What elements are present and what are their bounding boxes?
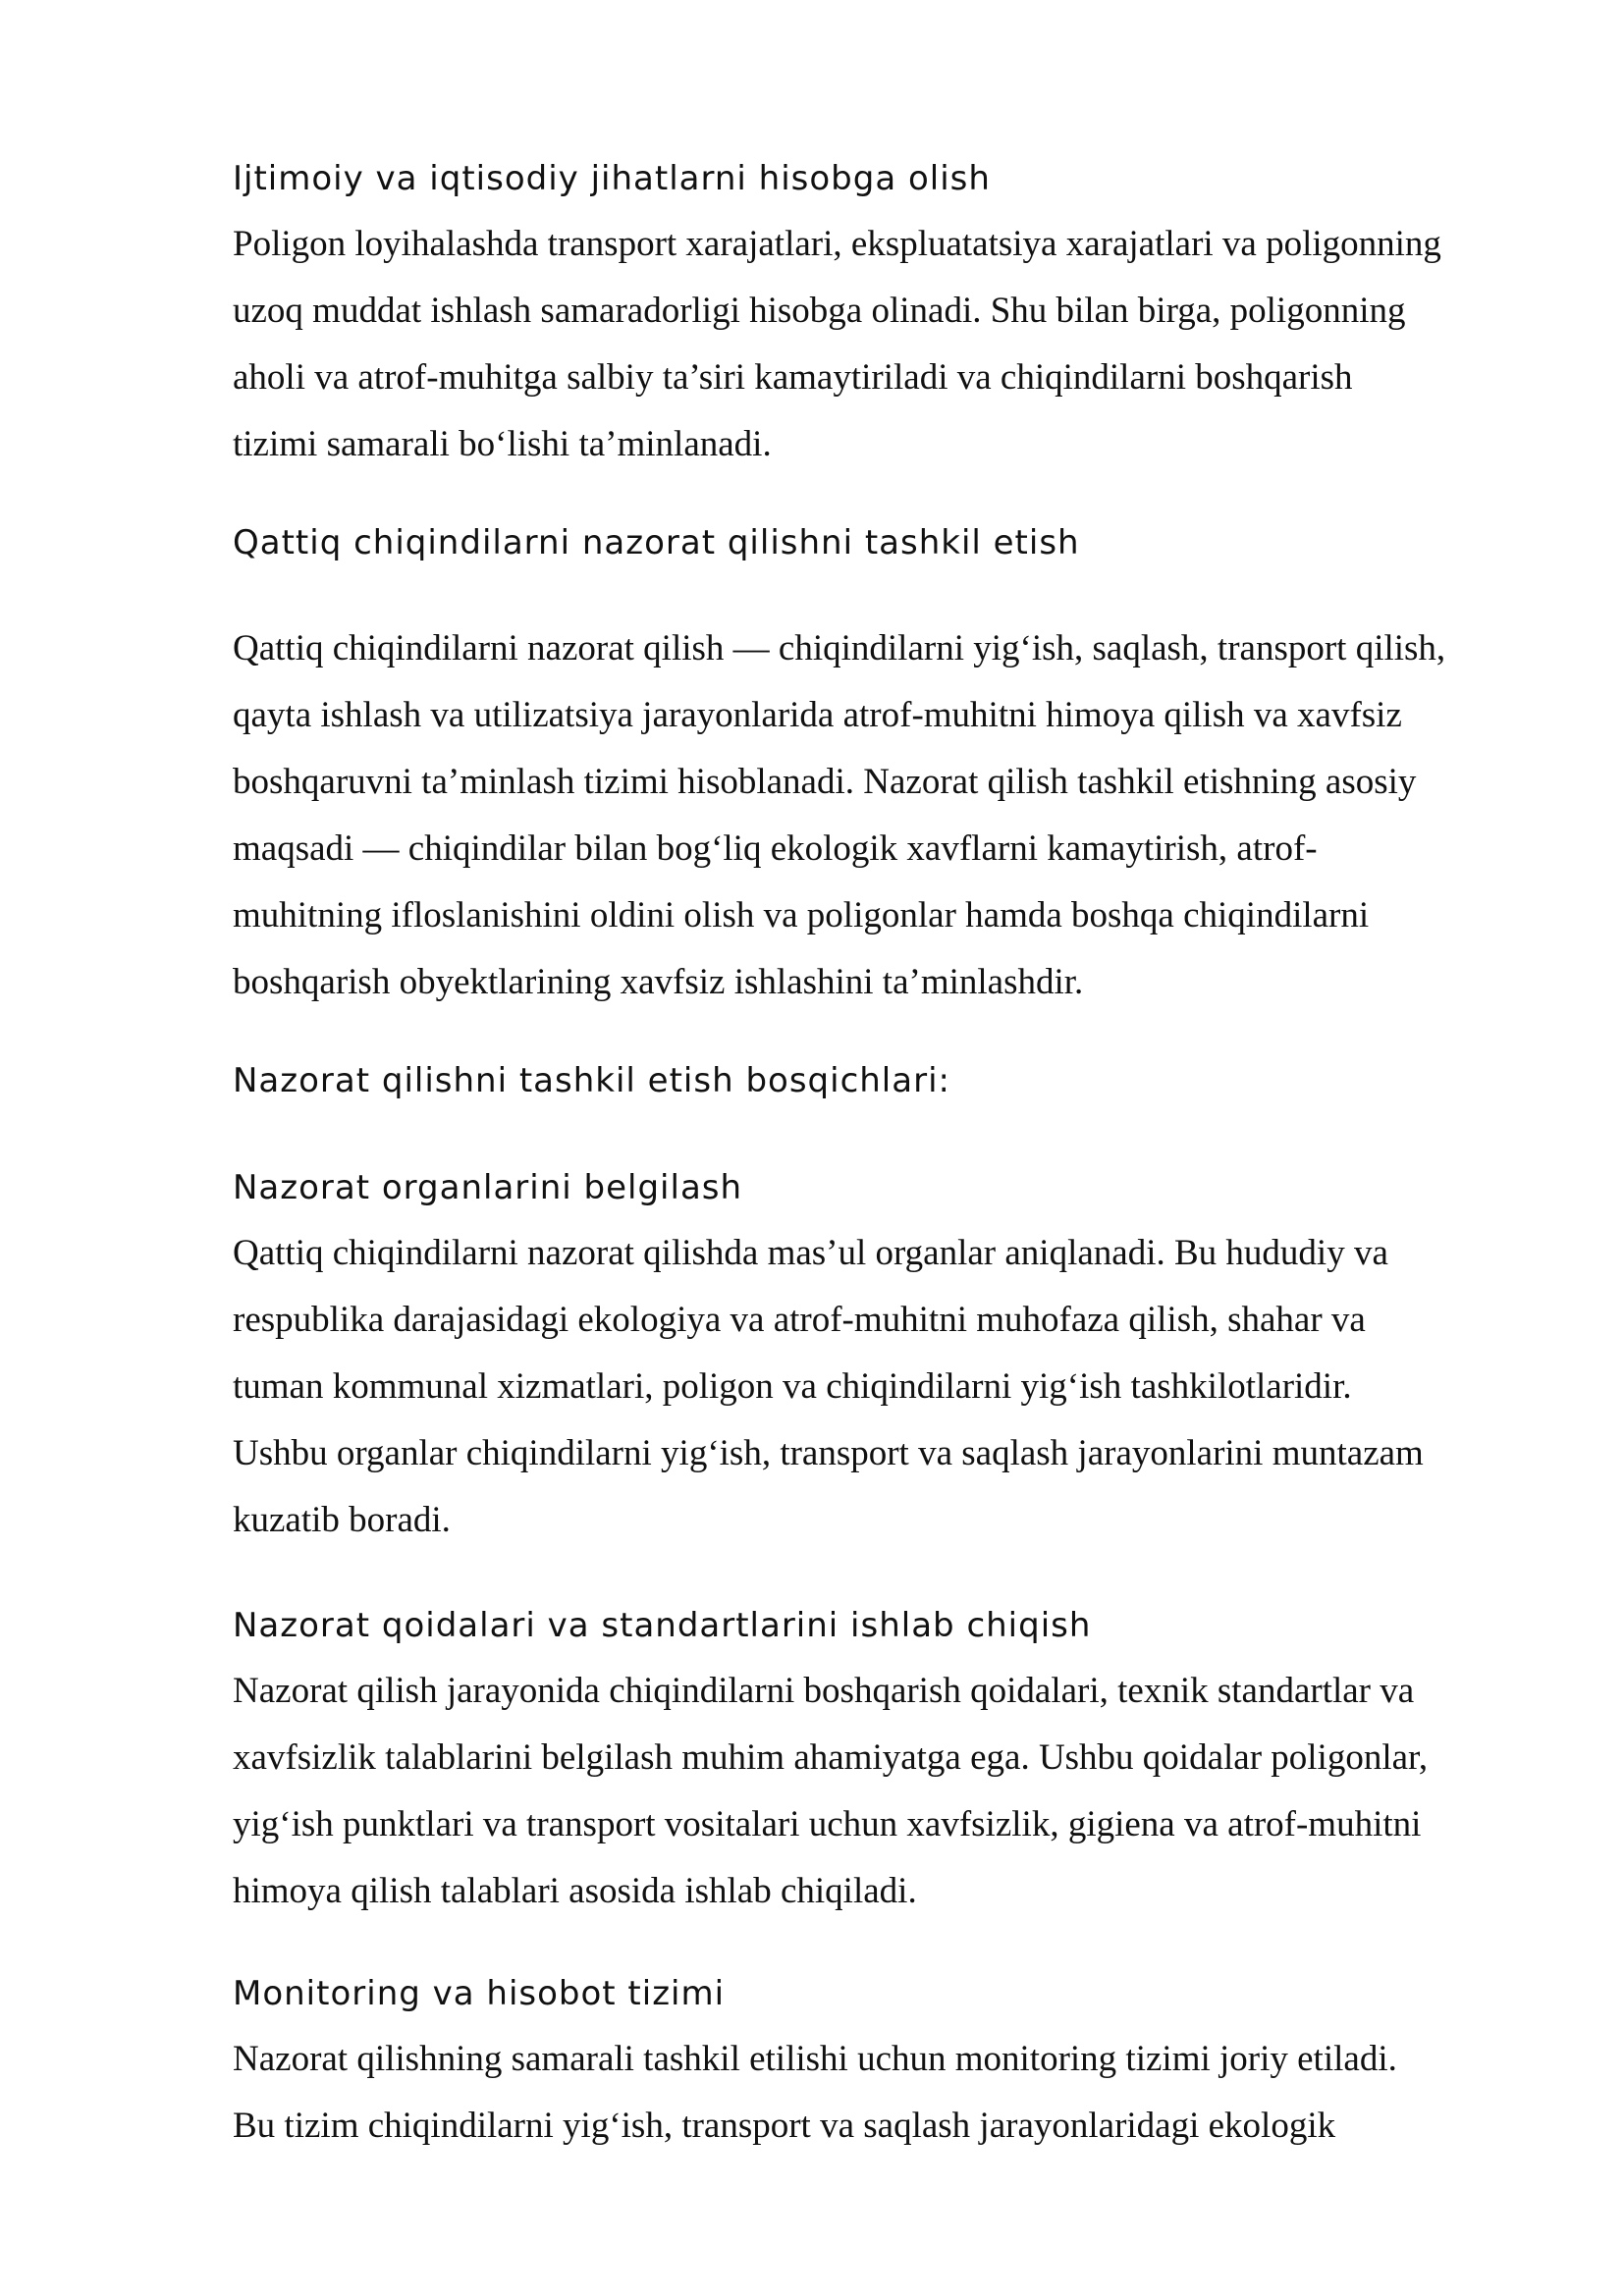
section-paragraph [233,615,1539,1016]
section-paragraph [233,211,1539,478]
paragraph-line: yig‘ish punktlari va transport vositalari uchun xavfsizlik, gigiena va atrof-muhitni [233,1804,1422,1844]
section-control-bodies [233,1155,1539,1554]
paragraph-line: qayta ishlash va utilizatsiya jarayonlarida atrof-muhitni himoya qilish va xavfsiz [233,695,1402,735]
paragraph-line: Ushbu organlar chiqindilarni yig‘ish, transport va saqlash jarayonlarini muntazam [233,1433,1424,1473]
section-rules-standards [233,1593,1539,1925]
section-monitoring-reporting [233,1961,1539,2160]
section-solid-waste-control-body [233,615,1539,1016]
section-heading: Nazorat qoidalari va standartlarini ishlab chiqish [233,1606,1092,1645]
section-control-stages [233,1048,1539,1113]
paragraph-line: uzoq muddat ishlash samaradorligi hisobga olinadi. Shu bilan birga, poligonning [233,291,1406,331]
paragraph-line: aholi va atrof-muhitga salbiy ta’siri kamaytiriladi va chiqindilarni boshqarish [233,357,1353,398]
section-solid-waste-control [233,510,1539,575]
paragraph-line: Nazorat qilishning samarali tashkil etilishi uchun monitoring tizimi joriy etiladi. [233,2039,1397,2079]
section-heading: Nazorat organlarini belgilash [233,1168,743,1207]
paragraph-line: maqsadi — chiqindilar bilan bog‘liq ekologik xavflarni kamaytirish, atrof- [233,828,1318,869]
section-paragraph [233,1658,1539,1925]
paragraph-line: tuman kommunal xizmatlari, poligon va chiqindilarni yig‘ish tashkilotlaridir. [233,1366,1352,1407]
paragraph-line: muhitning ifloslanishini oldini olish va poligonlar hamda boshqa chiqindilarni [233,895,1370,935]
paragraph-line: Qattiq chiqindilarni nazorat qilish — chiqindilarni yig‘ish, saqlash, transport qilish, [233,628,1446,668]
paragraph-line: Qattiq chiqindilarni nazorat qilishda mas’ul organlar aniqlanadi. Bu hududiy va [233,1233,1388,1273]
section-social-economic [233,146,1539,478]
paragraph-line: Bu tizim chiqindilarni yig‘ish, transport va saqlash jarayonlaridagi ekologik [233,2106,1336,2146]
paragraph-line: boshqarish obyektlarining xavfsiz ishlashini ta’minlashdir. [233,962,1084,1002]
paragraph-line: kuzatib boradi. [233,1500,451,1540]
paragraph-line: respublika darajasidagi ekologiya va atrof-muhitni muhofaza qilish, shahar va [233,1300,1366,1340]
paragraph-line: himoya qilish talablari asosida ishlab chiqiladi. [233,1871,917,1911]
section-paragraph [233,1220,1539,1554]
paragraph-line: Nazorat qilish jarayonida chiqindilarni boshqarish qoidalari, texnik standartlar va [233,1671,1415,1711]
paragraph-line: Poligon loyihalashda transport xarajatlari, ekspluatatsiya xarajatlari va poligonning [233,224,1441,264]
section-heading: Nazorat qilishni tashkil etish bosqichlari: [233,1061,950,1100]
section-heading: Qattiq chiqindilarni nazorat qilishni tashkil etish [233,523,1080,562]
section-heading: Monitoring va hisobot tizimi [233,1974,726,2013]
section-heading: Ijtimoiy va iqtisodiy jihatlarni hisobga olish [233,159,991,198]
paragraph-line: tizimi samarali bo‘lishi ta’minlanadi. [233,424,772,464]
section-paragraph [233,2026,1539,2160]
paragraph-line: xavfsizlik talablarini belgilash muhim ahamiyatga ega. Ushbu qoidalar poligonlar, [233,1737,1429,1778]
paragraph-line: boshqaruvni ta’minlash tizimi hisoblanadi. Nazorat qilish tashkil etishning asosiy [233,762,1417,802]
